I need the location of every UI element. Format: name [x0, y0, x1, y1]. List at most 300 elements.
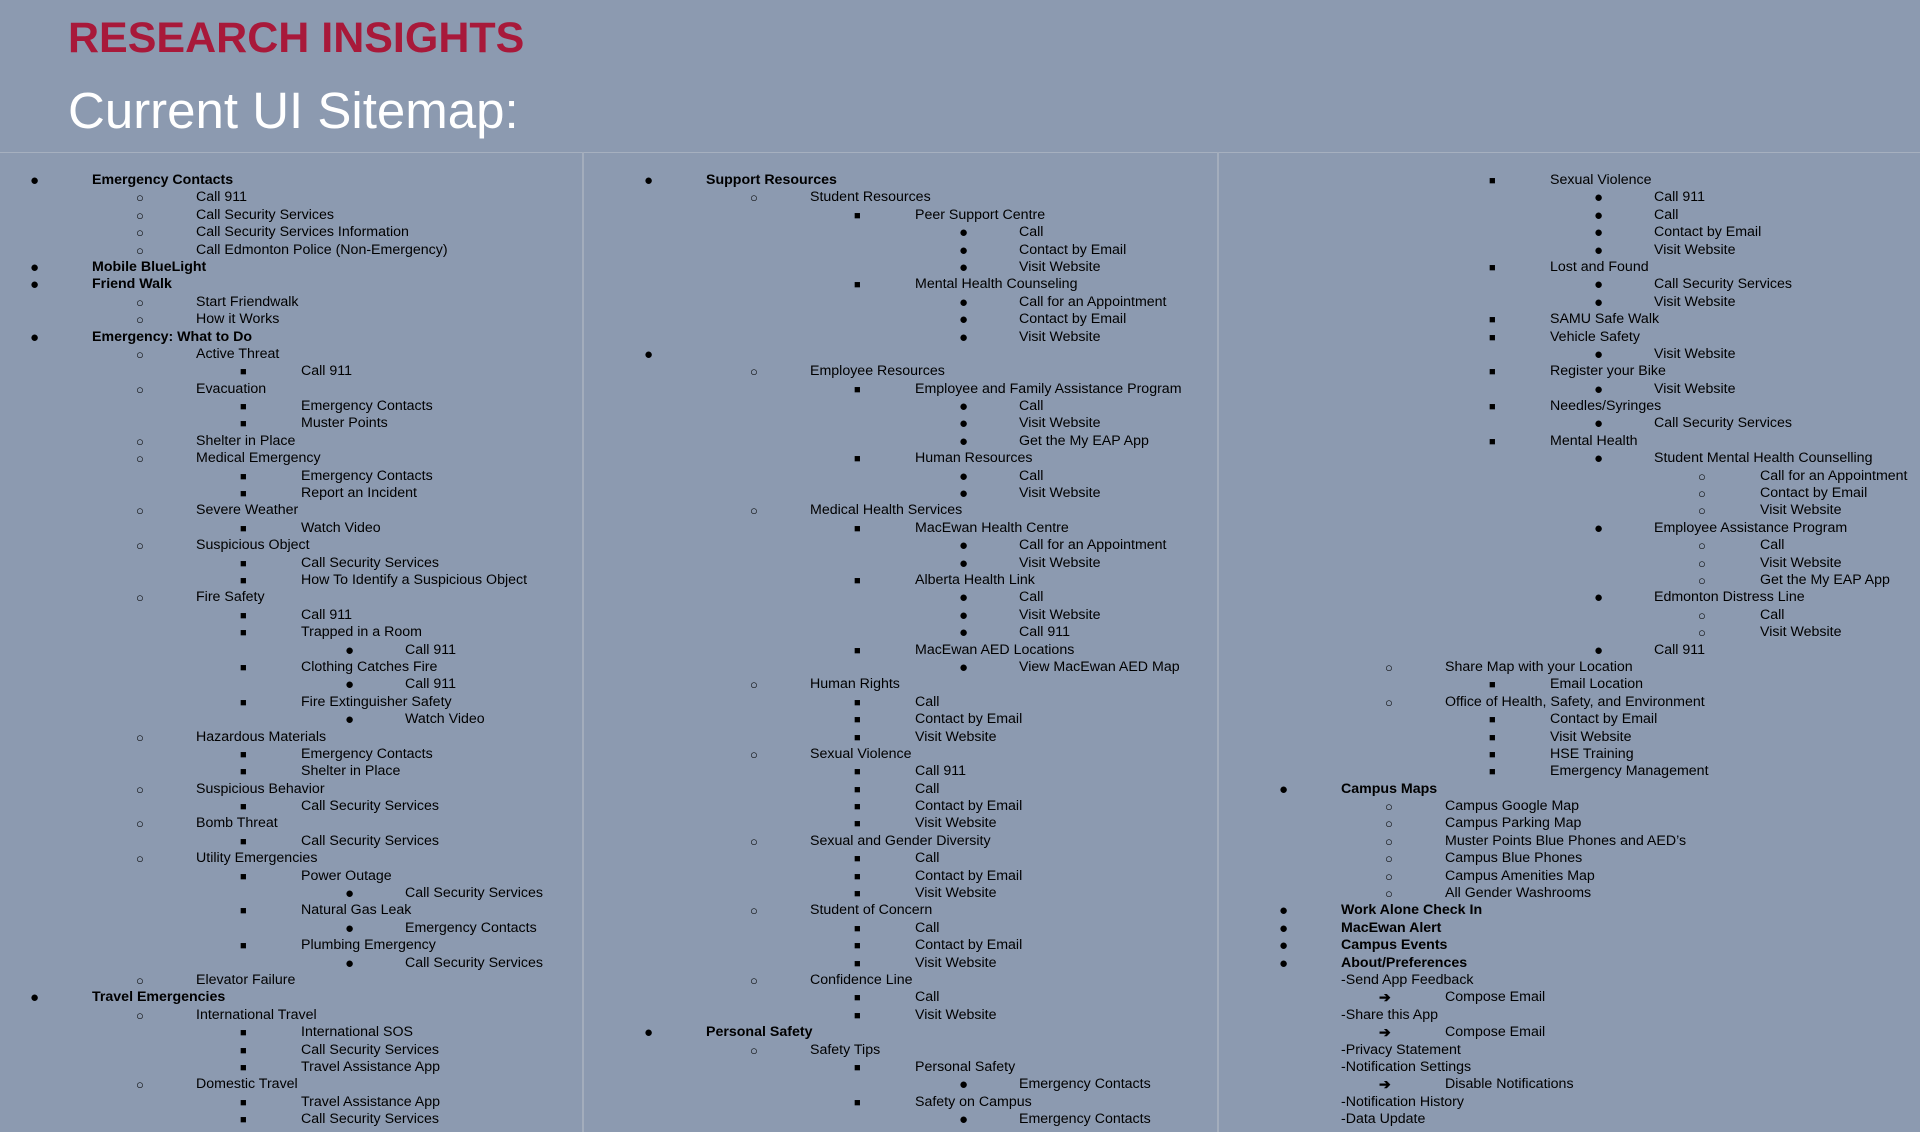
sitemap-item-label: International Travel: [196, 1006, 317, 1023]
circle-bullet-icon: ○: [750, 746, 758, 762]
square-bullet-icon: ■: [854, 1009, 861, 1022]
header-divider: [0, 152, 1920, 153]
disc-bullet-icon: ●: [959, 398, 969, 416]
disc-bullet-icon: ●: [644, 172, 654, 189]
sitemap-item-label: Student Resources: [810, 189, 931, 206]
sitemap-item-label: Visit Website: [915, 954, 997, 971]
disc-bullet-icon: ●: [1594, 206, 1604, 224]
section-kicker: RESEARCH INSIGHTS: [68, 14, 525, 62]
disc-bullet-icon: ●: [345, 885, 355, 903]
disc-bullet-icon: ●: [1279, 937, 1289, 955]
disc-bullet-icon: ●: [30, 172, 40, 189]
sitemap-item-label: About/Preferences: [1341, 954, 1468, 971]
sitemap-item-label: -Notification History: [1341, 1093, 1464, 1110]
sitemap-item-label: Vehicle Safety: [1550, 328, 1640, 345]
sitemap-item-label: Shelter in Place: [301, 763, 401, 780]
sitemap-item-label: HSE Training: [1550, 745, 1634, 762]
sitemap-item-label: Call Security Services: [301, 832, 439, 849]
sitemap-item-label: Travel Emergencies: [92, 989, 226, 1006]
sitemap-item-label: Sexual Violence: [1550, 172, 1652, 188]
sitemap-item-label: Muster Points Blue Phones and AED’s: [1445, 832, 1687, 849]
circle-bullet-icon: ○: [1698, 625, 1706, 641]
sitemap-item-label: Call 911: [196, 189, 247, 206]
sitemap-item-label: Call: [1654, 206, 1679, 223]
circle-bullet-icon: ○: [1385, 868, 1393, 884]
sitemap-item-label: Employee Assistance Program: [1654, 519, 1848, 536]
sitemap-item-label: Call: [915, 693, 940, 710]
square-bullet-icon: ■: [240, 940, 247, 953]
circle-bullet-icon: ○: [1385, 851, 1393, 867]
circle-bullet-icon: ○: [136, 972, 144, 988]
sitemap-item-label: Contact by Email: [915, 937, 1023, 954]
sitemap-item-label: -Privacy Statement: [1341, 1041, 1461, 1058]
sitemap-item-label: Sexual Violence: [810, 745, 912, 762]
circle-bullet-icon: ○: [750, 972, 758, 988]
sitemap-item-label: Campus Parking Map: [1445, 815, 1582, 832]
sitemap-item-label: Compose Email: [1445, 989, 1546, 1006]
sitemap-item-label: Office of Health, Safety, and Environment: [1445, 693, 1705, 710]
sitemap-item-label: Muster Points: [301, 415, 388, 432]
sitemap-item-label: MacEwan Health Centre: [915, 519, 1069, 536]
square-bullet-icon: ■: [240, 1061, 247, 1074]
sitemap-item-label: Edmonton Distress Line: [1654, 589, 1805, 606]
square-bullet-icon: ■: [854, 922, 861, 935]
sitemap-item-label: Sexual and Gender Diversity: [810, 832, 991, 849]
sitemap-item-label: Get the My EAP App: [1019, 432, 1149, 449]
sitemap-item-label: Power Outage: [301, 867, 392, 884]
disc-bullet-icon: ●: [30, 276, 40, 294]
circle-bullet-icon: ○: [136, 816, 144, 832]
disc-bullet-icon: ●: [959, 537, 969, 555]
sitemap-item-label: Mental Health Counseling: [915, 276, 1078, 293]
circle-bullet-icon: ○: [136, 190, 144, 206]
circle-bullet-icon: ○: [136, 451, 144, 467]
square-bullet-icon: ■: [1489, 435, 1496, 448]
sitemap-item-label: Trapped in a Room: [301, 624, 422, 641]
sitemap-item-label: Call: [915, 780, 940, 797]
square-bullet-icon: ■: [240, 366, 247, 379]
sitemap-item-label: Mental Health: [1550, 432, 1638, 449]
disc-bullet-icon: ●: [959, 467, 969, 485]
sitemap-item-label: Visit Website: [915, 885, 997, 902]
arrow-bullet-icon: ➔: [1379, 1024, 1391, 1041]
square-bullet-icon: ■: [1489, 401, 1496, 414]
circle-bullet-icon: ○: [136, 294, 144, 310]
circle-bullet-icon: ○: [750, 190, 758, 206]
square-bullet-icon: ■: [854, 279, 861, 292]
sitemap-item-label: Visit Website: [1019, 554, 1101, 571]
sitemap-item-label: Compose Email: [1445, 1024, 1546, 1041]
circle-bullet-icon: ○: [136, 729, 144, 745]
sitemap-item-label: Travel Assistance App: [301, 1058, 441, 1075]
square-bullet-icon: ■: [1489, 314, 1496, 327]
sitemap-item-label: Call Security Services: [301, 1041, 439, 1058]
circle-bullet-icon: ○: [750, 503, 758, 519]
sitemap-item-label: Contact by Email: [1654, 224, 1762, 241]
square-bullet-icon: ■: [240, 401, 247, 414]
square-bullet-icon: ■: [854, 783, 861, 796]
sitemap-item-label: Employee and Family Assistance Program: [915, 380, 1182, 397]
sitemap-item-label: Campus Google Map: [1445, 798, 1580, 815]
square-bullet-icon: ■: [1489, 679, 1496, 692]
sitemap-item-label: Call Security Services: [1654, 276, 1792, 293]
square-bullet-icon: ■: [1489, 175, 1496, 187]
sitemap-item-label: Call 911: [1654, 641, 1705, 658]
sitemap-item-label: Register your Bike: [1550, 363, 1666, 380]
sitemap-item-label: Confidence Line: [810, 971, 913, 988]
sitemap-item-label: International SOS: [301, 1024, 413, 1041]
sitemap-item-label: Campus Events: [1341, 937, 1448, 954]
sitemap-item-label: Travel Assistance App: [301, 1093, 441, 1110]
sitemap-item-label: Call Edmonton Police (Non-Emergency): [196, 241, 448, 258]
circle-bullet-icon: ○: [136, 312, 144, 328]
disc-bullet-icon: ●: [345, 641, 355, 659]
sitemap-item-label: Visit Website: [1654, 345, 1736, 362]
circle-bullet-icon: ○: [1698, 607, 1706, 623]
sitemap-item-label: Personal Safety: [915, 1058, 1016, 1075]
square-bullet-icon: ■: [1489, 331, 1496, 344]
sitemap-item-label: Domestic Travel: [196, 1076, 298, 1093]
circle-bullet-icon: ○: [1385, 816, 1393, 832]
square-bullet-icon: ■: [854, 940, 861, 953]
square-bullet-icon: ■: [240, 835, 247, 848]
disc-bullet-icon: ●: [959, 1111, 969, 1129]
arrow-bullet-icon: ➔: [1379, 1076, 1391, 1093]
square-bullet-icon: ■: [854, 209, 861, 222]
circle-bullet-icon: ○: [1698, 486, 1706, 502]
sitemap-item-label: Call for an Appointment: [1019, 537, 1167, 554]
sitemap-item-label: Emergency Contacts: [92, 172, 234, 188]
square-bullet-icon: ■: [1489, 714, 1496, 727]
sitemap-item-label: Campus Amenities Map: [1445, 867, 1595, 884]
circle-bullet-icon: ○: [750, 677, 758, 693]
circle-bullet-icon: ○: [1698, 468, 1706, 484]
circle-bullet-icon: ○: [136, 433, 144, 449]
sitemap-item-label: Visit Website: [1760, 502, 1842, 519]
circle-bullet-icon: ○: [136, 851, 144, 867]
sitemap-item-label: Call: [1019, 224, 1044, 241]
sitemap-item-label: Work Alone Check In: [1341, 902, 1483, 919]
sitemap-item-label: Call for an Appointment: [1019, 293, 1167, 310]
sitemap-item-label: Peer Support Centre: [915, 206, 1046, 223]
sitemap-item-label: Bomb Threat: [196, 815, 278, 832]
disc-bullet-icon: ●: [644, 345, 654, 363]
disc-bullet-icon: ●: [959, 606, 969, 624]
sitemap-item-label: Call: [915, 850, 940, 867]
circle-bullet-icon: ○: [750, 903, 758, 919]
disc-bullet-icon: ●: [959, 658, 969, 676]
circle-bullet-icon: ○: [750, 1042, 758, 1058]
sitemap-item-label: Call 911: [301, 363, 352, 380]
square-bullet-icon: ■: [240, 418, 247, 431]
square-bullet-icon: ■: [854, 870, 861, 883]
circle-bullet-icon: ○: [1698, 555, 1706, 571]
sitemap-item-label: Email Location: [1550, 676, 1644, 693]
circle-bullet-icon: ○: [1698, 572, 1706, 588]
circle-bullet-icon: ○: [136, 590, 144, 606]
disc-bullet-icon: ●: [959, 224, 969, 242]
sitemap-item-label: Call 911: [915, 763, 966, 780]
square-bullet-icon: ■: [854, 1096, 861, 1109]
sitemap-item-label: Share Map with your Location: [1445, 658, 1633, 675]
sitemap-item-label: Visit Website: [1019, 415, 1101, 432]
disc-bullet-icon: ●: [1594, 380, 1604, 398]
disc-bullet-icon: ●: [959, 311, 969, 329]
disc-bullet-icon: ●: [345, 676, 355, 694]
sitemap-item-label: Visit Website: [1019, 606, 1101, 623]
sitemap-item-label: Call Security Services: [301, 554, 439, 571]
disc-bullet-icon: ●: [959, 1076, 969, 1094]
sitemap-item-label: Emergency Contacts: [301, 745, 433, 762]
disc-bullet-icon: ●: [30, 989, 40, 1007]
sitemap-item-label: Call Security Services: [301, 798, 439, 815]
sitemap-item-label: Call: [1760, 537, 1785, 554]
sitemap-item-label: -Share this App: [1341, 1006, 1439, 1023]
sitemap-item-label: Emergency Management: [1550, 763, 1709, 780]
disc-bullet-icon: ●: [1594, 589, 1604, 607]
sitemap-item-label: Fire Extinguisher Safety: [301, 693, 452, 710]
square-bullet-icon: ■: [240, 1044, 247, 1057]
sitemap-item-label: How To Identify a Suspicious Object: [301, 571, 528, 588]
disc-bullet-icon: ●: [1594, 189, 1604, 207]
sitemap-item-label: Suspicious Object: [196, 537, 310, 554]
square-bullet-icon: ■: [854, 696, 861, 709]
sitemap-item-label: Alberta Health Link: [915, 571, 1035, 588]
circle-bullet-icon: ○: [750, 364, 758, 380]
square-bullet-icon: ■: [240, 870, 247, 883]
sitemap-item-label: Visit Website: [1019, 328, 1101, 345]
sitemap-item-label: Shelter in Place: [196, 432, 296, 449]
sitemap-item-label: Student of Concern: [810, 902, 933, 919]
sitemap-item-label: Visit Website: [1760, 624, 1842, 641]
sitemap-item-label: Emergency: What to Do: [92, 328, 253, 345]
square-bullet-icon: ■: [854, 766, 861, 779]
sitemap-item-label: Friend Walk: [92, 276, 172, 293]
circle-bullet-icon: ○: [136, 1077, 144, 1093]
sitemap-item-label: Fire Safety: [196, 589, 265, 606]
sitemap-item-label: Visit Website: [1654, 241, 1736, 258]
sitemap-item-label: Visit Website: [915, 728, 997, 745]
square-bullet-icon: ■: [854, 383, 861, 396]
sitemap-item-label: Employee Resources: [810, 363, 945, 380]
sitemap-item-label: Call for an Appointment: [1760, 467, 1908, 484]
disc-bullet-icon: ●: [959, 415, 969, 433]
column-divider: [1217, 152, 1219, 1132]
circle-bullet-icon: ○: [136, 225, 144, 241]
sitemap-item-label: Suspicious Behavior: [196, 780, 325, 797]
square-bullet-icon: ■: [240, 627, 247, 640]
sitemap-item-label: Evacuation: [196, 380, 267, 397]
sitemap-item-label: Contact by Email: [1550, 711, 1658, 728]
sitemap-item-label: Active Threat: [196, 345, 280, 362]
sitemap-item-label: Call Security Services: [405, 954, 543, 971]
sitemap-item-label: Needles/Syringes: [1550, 398, 1662, 415]
sitemap-item-label: Call: [1760, 606, 1785, 623]
disc-bullet-icon: ●: [1279, 919, 1289, 937]
square-bullet-icon: ■: [240, 1096, 247, 1109]
sitemap-item-label: Watch Video: [405, 711, 485, 728]
sitemap-item-label: Utility Emergencies: [196, 850, 318, 867]
disc-bullet-icon: ●: [1594, 519, 1604, 537]
sitemap-item-label: Emergency Contacts: [301, 467, 433, 484]
disc-bullet-icon: ●: [30, 328, 40, 346]
square-bullet-icon: ■: [240, 470, 247, 483]
square-bullet-icon: ■: [854, 714, 861, 727]
sitemap-item-label: Medical Health Services: [810, 502, 963, 519]
sitemap-item-label: Call 911: [1654, 189, 1705, 206]
sitemap-item-label: Elevator Failure: [196, 971, 296, 988]
square-bullet-icon: ■: [240, 748, 247, 761]
sitemap-item-label: Call Security Services Information: [196, 224, 409, 241]
square-bullet-icon: ■: [240, 905, 247, 918]
sitemap-item-label: Student Mental Health Counselling: [1654, 450, 1873, 467]
square-bullet-icon: ■: [240, 522, 247, 535]
sitemap-item-label: Report an Incident: [301, 485, 417, 502]
sitemap-item-label: Campus Blue Phones: [1445, 850, 1583, 867]
sitemap-item-label: Call: [1019, 398, 1044, 415]
square-bullet-icon: ■: [1489, 748, 1496, 761]
sitemap-item-label: SAMU Safe Walk: [1550, 311, 1660, 328]
sitemap-item-label: Support Resources: [706, 172, 837, 188]
disc-bullet-icon: ●: [345, 954, 355, 972]
sitemap-item-label: Visit Website: [1019, 258, 1101, 275]
circle-bullet-icon: ○: [750, 833, 758, 849]
sitemap-item-label: How it Works: [196, 311, 280, 328]
sitemap-item-label: Safety Tips: [810, 1041, 881, 1058]
circle-bullet-icon: ○: [1385, 833, 1393, 849]
sitemap-item-label: Emergency Contacts: [301, 398, 433, 415]
sitemap-item-label: Personal Safety: [706, 1024, 813, 1041]
sitemap-item-label: Hazardous Materials: [196, 728, 327, 745]
sitemap-item-label: Emergency Contacts: [1019, 1076, 1151, 1093]
square-bullet-icon: ■: [854, 992, 861, 1005]
sitemap-item-label: Call Security Services: [301, 1111, 439, 1128]
sitemap-item-label: Contact by Email: [1019, 241, 1127, 258]
sitemap-item-label: Human Resources: [915, 450, 1033, 467]
circle-bullet-icon: ○: [1698, 538, 1706, 554]
sitemap-item-label: Lost and Found: [1550, 258, 1649, 275]
square-bullet-icon: ■: [854, 853, 861, 866]
sitemap-item-label: Medical Emergency: [196, 450, 321, 467]
sitemap-item-label: Clothing Catches Fire: [301, 658, 438, 675]
disc-bullet-icon: ●: [959, 293, 969, 311]
sitemap-item-label: Call: [915, 919, 940, 936]
sitemap-item-label: Call 911: [301, 606, 352, 623]
sitemap-item-label: Mobile BlueLight: [92, 258, 207, 275]
square-bullet-icon: ■: [1489, 261, 1496, 274]
disc-bullet-icon: ●: [959, 241, 969, 259]
circle-bullet-icon: ○: [1385, 799, 1393, 815]
sitemap-item-label: Emergency Contacts: [1019, 1111, 1151, 1128]
square-bullet-icon: ■: [854, 453, 861, 466]
square-bullet-icon: ■: [240, 488, 247, 501]
circle-bullet-icon: ○: [136, 381, 144, 397]
sitemap-item-label: Start Friendwalk: [196, 293, 299, 310]
sitemap-item-label: Visit Website: [1760, 554, 1842, 571]
sitemap-item-label: Natural Gas Leak: [301, 902, 412, 919]
sitemap-item-label: Call 911: [405, 676, 456, 693]
square-bullet-icon: ■: [240, 696, 247, 709]
sitemap-item-label: Contact by Email: [1760, 485, 1868, 502]
square-bullet-icon: ■: [854, 574, 861, 587]
square-bullet-icon: ■: [240, 766, 247, 779]
page-title: Current UI Sitemap:: [68, 82, 519, 139]
square-bullet-icon: ■: [854, 644, 861, 657]
disc-bullet-icon: ●: [1594, 224, 1604, 242]
square-bullet-icon: ■: [854, 957, 861, 970]
sitemap-item-label: Contact by Email: [1019, 311, 1127, 328]
disc-bullet-icon: ●: [1594, 641, 1604, 659]
sitemap-item-label: Emergency Contacts: [405, 919, 537, 936]
sitemap-item-label: Call Security Services: [1654, 415, 1792, 432]
square-bullet-icon: ■: [1489, 766, 1496, 779]
square-bullet-icon: ■: [854, 1061, 861, 1074]
sitemap-item-label: Get the My EAP App: [1760, 571, 1890, 588]
sitemap-item-label: Plumbing Emergency: [301, 937, 436, 954]
disc-bullet-icon: ●: [345, 919, 355, 937]
sitemap-item-label: Call: [1019, 589, 1044, 606]
disc-bullet-icon: ●: [959, 258, 969, 276]
disc-bullet-icon: ●: [959, 485, 969, 503]
sitemap-item-label: Human Rights: [810, 676, 900, 693]
disc-bullet-icon: ●: [959, 624, 969, 642]
sitemap-item-label: View MacEwan AED Map: [1019, 658, 1180, 675]
square-bullet-icon: ■: [240, 1114, 247, 1127]
disc-bullet-icon: ●: [959, 589, 969, 607]
sitemap-item-label: MacEwan AED Locations: [915, 641, 1075, 658]
square-bullet-icon: ■: [1489, 731, 1496, 744]
sitemap-item-label: Call 911: [1019, 624, 1070, 641]
square-bullet-icon: ■: [854, 731, 861, 744]
sitemap-item-label: Call Security Services: [196, 206, 334, 223]
sitemap-item-label: Contact by Email: [915, 711, 1023, 728]
disc-bullet-icon: ●: [345, 711, 355, 729]
sitemap-item-label: Disable Notifications: [1445, 1076, 1574, 1093]
circle-bullet-icon: ○: [136, 1007, 144, 1023]
disc-bullet-icon: ●: [1594, 293, 1604, 311]
disc-bullet-icon: ●: [644, 1024, 654, 1042]
square-bullet-icon: ■: [240, 609, 247, 622]
square-bullet-icon: ■: [854, 818, 861, 831]
circle-bullet-icon: ○: [136, 346, 144, 362]
square-bullet-icon: ■: [240, 574, 247, 587]
sitemap-item-label: Watch Video: [301, 519, 381, 536]
disc-bullet-icon: ●: [1594, 241, 1604, 259]
sitemap-item-label: -Send App Feedback: [1341, 971, 1474, 988]
column-divider: [582, 152, 584, 1132]
sitemap-item-label: Campus Maps: [1341, 780, 1438, 797]
sitemap-item-label: Visit Website: [915, 815, 997, 832]
sitemap-item-label: Visit Website: [1654, 380, 1736, 397]
sitemap-item-label: Call Security Services: [405, 885, 543, 902]
sitemap-item-label: Call 911: [405, 641, 456, 658]
square-bullet-icon: ■: [854, 888, 861, 901]
square-bullet-icon: ■: [240, 557, 247, 570]
disc-bullet-icon: ●: [1594, 450, 1604, 468]
sitemap-item-label: Safety on Campus: [915, 1093, 1032, 1110]
disc-bullet-icon: ●: [1594, 345, 1604, 363]
sitemap-item-label: Call: [915, 989, 940, 1006]
square-bullet-icon: ■: [240, 1027, 247, 1040]
sitemap-item-label: -Notification Settings: [1341, 1058, 1472, 1075]
disc-bullet-icon: ●: [30, 258, 40, 276]
disc-bullet-icon: ●: [1594, 415, 1604, 433]
circle-bullet-icon: ○: [1385, 694, 1393, 710]
disc-bullet-icon: ●: [1279, 954, 1289, 972]
square-bullet-icon: ■: [1489, 366, 1496, 379]
circle-bullet-icon: ○: [136, 242, 144, 258]
sitemap-item-label: -Data Update: [1341, 1111, 1426, 1128]
